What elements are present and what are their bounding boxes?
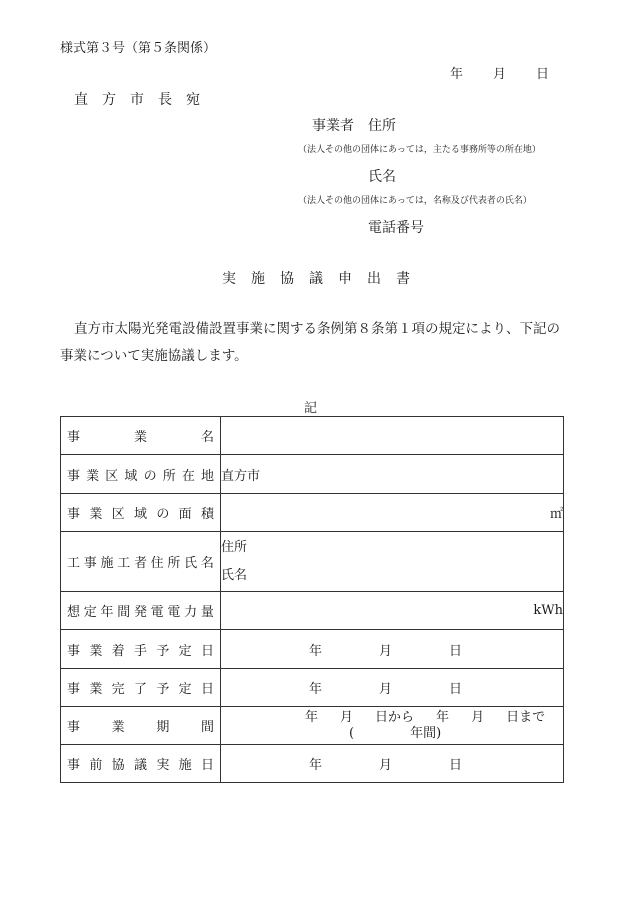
contractor-name-label: 氏名 bbox=[221, 567, 248, 583]
label-char: 実 bbox=[156, 758, 170, 773]
row-value[interactable]: 直方市 bbox=[221, 455, 564, 494]
table-row bbox=[61, 707, 564, 745]
row-value[interactable] bbox=[221, 669, 564, 707]
addressee: 直方市長宛 bbox=[74, 92, 214, 108]
label-text bbox=[67, 601, 214, 620]
row-label bbox=[61, 745, 221, 783]
label-char: 業 bbox=[89, 507, 103, 522]
label-char: 事 bbox=[67, 682, 81, 697]
detail-table bbox=[60, 416, 564, 783]
area-unit: ㎡ bbox=[549, 507, 563, 522]
row-value[interactable] bbox=[221, 592, 564, 630]
label-char: 域 bbox=[133, 507, 147, 522]
start-month: 月 bbox=[379, 643, 393, 659]
label-char: 完 bbox=[111, 682, 125, 697]
row-label bbox=[61, 494, 221, 532]
date-day: 日 bbox=[536, 67, 550, 82]
document-title: 実施協議申出書 bbox=[222, 271, 425, 287]
period-to-day: 日まで bbox=[506, 709, 546, 725]
label-char: 定 bbox=[178, 682, 192, 697]
period-from-month: 月 bbox=[340, 709, 354, 725]
row-label bbox=[61, 592, 221, 630]
row-label bbox=[61, 630, 221, 669]
label-char: 電 bbox=[150, 605, 164, 620]
label-char: 了 bbox=[133, 682, 147, 697]
applicant-address-label: 事業者 住所 bbox=[312, 118, 396, 134]
label-char: 名 bbox=[200, 556, 214, 571]
date-month: 月 bbox=[493, 67, 507, 82]
row-value[interactable] bbox=[221, 417, 564, 455]
label-char: の bbox=[143, 468, 157, 484]
applicant-tel-label: 電話番号 bbox=[368, 220, 424, 236]
label-char: 事 bbox=[67, 758, 81, 773]
form-number: 様式第３号（第５条関係） bbox=[60, 41, 217, 56]
label-char: 事 bbox=[67, 430, 81, 445]
period-to-month: 月 bbox=[471, 709, 485, 725]
row-label bbox=[61, 707, 221, 745]
table-row bbox=[61, 592, 564, 630]
consult-day: 日 bbox=[449, 758, 463, 773]
row-label bbox=[61, 417, 221, 455]
power-unit: kWh bbox=[533, 603, 563, 618]
row-label bbox=[61, 455, 221, 494]
label-char: 手 bbox=[133, 643, 147, 659]
label-text bbox=[67, 640, 214, 659]
label-char: 工 bbox=[67, 556, 81, 571]
label-char: 日 bbox=[200, 643, 214, 659]
label-char: 域 bbox=[124, 468, 138, 484]
start-year: 年 bbox=[309, 643, 323, 659]
label-char: 住 bbox=[150, 556, 164, 571]
label-char: 事 bbox=[83, 556, 97, 571]
label-char: 工 bbox=[117, 556, 131, 571]
label-text bbox=[67, 426, 214, 445]
row-value[interactable] bbox=[221, 745, 564, 783]
period-paren-open: ( bbox=[349, 725, 355, 741]
label-char: 前 bbox=[89, 758, 103, 773]
table-row bbox=[61, 417, 564, 455]
table-row bbox=[61, 494, 564, 532]
applicant-address-note: （法人その他の団体にあっては，主たる事務所等の所在地） bbox=[298, 145, 541, 155]
table-row bbox=[61, 745, 564, 783]
label-char: 積 bbox=[200, 507, 214, 522]
label-char: 日 bbox=[200, 758, 214, 773]
table-row bbox=[61, 532, 564, 592]
table-row bbox=[61, 630, 564, 669]
label-char: 量 bbox=[200, 605, 214, 620]
row-value[interactable] bbox=[221, 707, 564, 745]
date-line bbox=[450, 63, 549, 82]
label-char: 定 bbox=[178, 643, 192, 659]
label-char: の bbox=[156, 507, 170, 522]
label-char: 着 bbox=[111, 643, 125, 659]
label-char: 区 bbox=[105, 468, 119, 484]
label-char: 日 bbox=[200, 682, 214, 697]
label-text bbox=[67, 678, 214, 697]
label-char: 事 bbox=[67, 720, 81, 735]
end-year: 年 bbox=[309, 682, 323, 697]
label-char: 予 bbox=[156, 682, 170, 697]
label-char: 定 bbox=[83, 605, 97, 620]
label-text bbox=[67, 754, 214, 773]
label-text bbox=[67, 552, 214, 571]
label-text bbox=[67, 716, 214, 735]
label-char: 区 bbox=[111, 507, 125, 522]
label-char: 電 bbox=[167, 605, 181, 620]
label-char: 協 bbox=[111, 758, 125, 773]
table-row bbox=[61, 669, 564, 707]
row-value[interactable] bbox=[221, 494, 564, 532]
consult-year: 年 bbox=[309, 758, 323, 773]
label-char: 事 bbox=[67, 468, 81, 484]
period-from-day: 日から bbox=[375, 709, 415, 725]
label-char: 業 bbox=[86, 468, 100, 484]
period-to-year: 年 bbox=[436, 709, 450, 725]
consult-month: 月 bbox=[379, 758, 393, 773]
label-text bbox=[67, 503, 214, 522]
row-label bbox=[61, 669, 221, 707]
label-char: 年 bbox=[100, 605, 114, 620]
end-day: 日 bbox=[449, 682, 463, 697]
date-year: 年 bbox=[450, 67, 464, 82]
label-char: 施 bbox=[100, 556, 114, 571]
label-char: 事 bbox=[67, 507, 81, 522]
row-value[interactable] bbox=[221, 630, 564, 669]
label-char: 間 bbox=[200, 720, 214, 735]
label-char: 地 bbox=[200, 468, 214, 484]
table-row bbox=[61, 455, 564, 494]
label-char: 議 bbox=[133, 758, 147, 773]
contractor-address-label: 住所 bbox=[221, 539, 248, 555]
label-char: 間 bbox=[117, 605, 131, 620]
label-char: 所 bbox=[167, 556, 181, 571]
label-char: 力 bbox=[184, 605, 198, 620]
label-char: 予 bbox=[156, 643, 170, 659]
body-paragraph: 直方市太陽光発電設備設置事業に関する条例第８条第１項の規定により、下記の事業について実施協議します。 bbox=[60, 321, 560, 364]
period-from-year: 年 bbox=[305, 709, 319, 725]
label-char: 所 bbox=[162, 468, 176, 484]
end-month: 月 bbox=[379, 682, 393, 697]
ki-heading: 記 bbox=[304, 401, 318, 416]
label-char: 期 bbox=[156, 720, 170, 735]
label-char: 発 bbox=[133, 605, 147, 620]
label-char: 面 bbox=[178, 507, 192, 522]
label-char: 業 bbox=[89, 682, 103, 697]
label-char: 業 bbox=[133, 430, 147, 445]
row-label bbox=[61, 532, 221, 592]
label-char: 業 bbox=[111, 720, 125, 735]
label-char: 名 bbox=[200, 430, 214, 445]
row-value[interactable] bbox=[221, 532, 564, 592]
label-char: 施 bbox=[178, 758, 192, 773]
label-char: 氏 bbox=[184, 556, 198, 571]
label-char: 事 bbox=[67, 643, 81, 659]
applicant-name-label: 氏名 bbox=[368, 169, 396, 185]
label-text bbox=[67, 465, 214, 484]
applicant-name-note: （法人その他の団体にあっては，名称及び代表者の氏名） bbox=[298, 196, 532, 206]
label-char: 業 bbox=[89, 643, 103, 659]
label-char: 想 bbox=[67, 605, 81, 620]
period-years: 年間) bbox=[410, 725, 442, 741]
label-char: 者 bbox=[133, 556, 147, 571]
label-char: 在 bbox=[181, 468, 195, 484]
start-day: 日 bbox=[449, 643, 463, 659]
